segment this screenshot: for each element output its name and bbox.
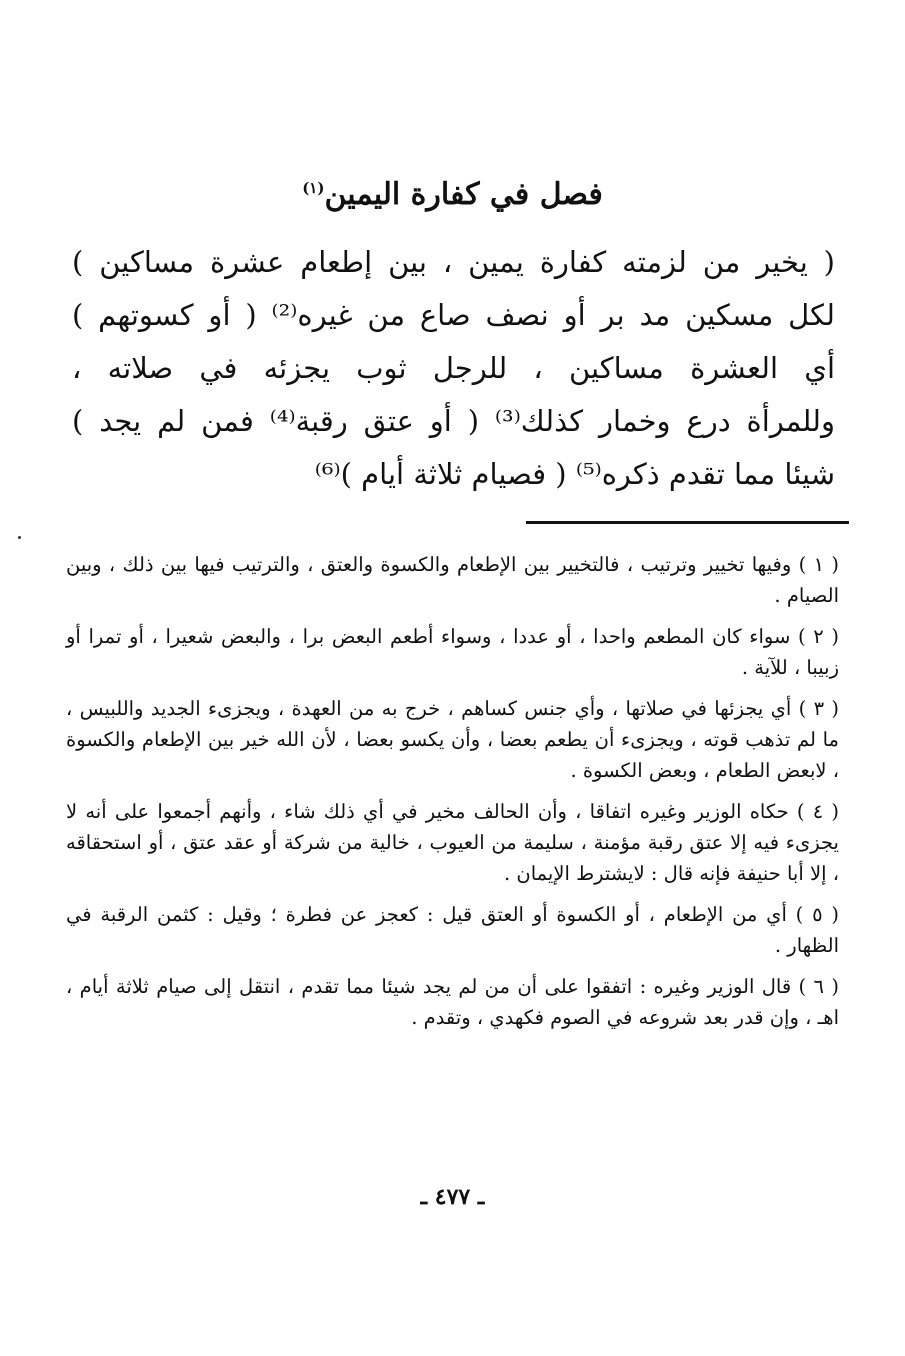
section-title-note-ref: (١) bbox=[302, 179, 325, 197]
footnote-4: ( ٤ ) حكاه الوزير وغيره اتفاقا ، وأن الحالف مخير في أي ذلك شاء ، وأنهم أجمعوا على أنه لا يجزىء فيه إلا عتق رقبة مؤمنة ، سليمة من العيوب ، خالية من شركة أو عقد عتق ، أو استحقاقه ، إلا أبا حنيفة فإنه قال : لايشترط الإيمان . bbox=[66, 800, 839, 885]
main-text-line: ( يخير من لزمته كفارة يمين ، بين إطعام عشرة مساكين ) bbox=[72, 245, 835, 279]
footnote-5: ( ٥ ) أي من الإطعام ، أو الكسوة أو العتق قيل : كعجز عن فطرة ؛ وقيل : كثمن الرقبة في الظهار . bbox=[66, 903, 839, 957]
main-text-line: شيئا مما تقدم ذكره⁽⁵⁾ ( فصيام ثلاثة أيام )⁽⁶⁾ bbox=[314, 457, 835, 491]
footnotes-section bbox=[66, 549, 839, 1043]
footnote-3: ( ٣ ) أي يجزئها في صلاتها ، وأي جنس كساهم ، خرج به من العهدة ، ويجزىء الجديد واللبيس ، ما لم تذهب قوته ، ويجزىء أن يطعم بعضا ، وأن يكسو بعضا ، لأن الله خير بين الإطعام والكسوة ، لابعض الطعام ، وبعض الكسوة . bbox=[66, 697, 840, 782]
main-text-line: أي العشرة مساكين ، للرجل ثوب يجزئه في صلاته ، bbox=[72, 351, 835, 385]
main-text-line: وللمرأة درع وخمار كذلك⁽³⁾ ( أو عتق رقبة⁽⁴⁾ فمن لم يجد ) bbox=[72, 404, 835, 438]
scan-speck bbox=[18, 536, 21, 539]
footnote-2: ( ٢ ) سواء كان المطعم واحدا ، أو عددا ، وسواء أطعم البعض برا ، والبعض شعيرا ، أو تمرا أو زبيبا ، للآية . bbox=[66, 625, 839, 679]
footnote-divider bbox=[526, 521, 849, 524]
main-text-block bbox=[72, 236, 835, 501]
footnote-6: ( ٦ ) قال الوزير وغيره : اتفقوا على أن من لم يجد شيئا مما تقدم ، انتقل إلى صيام ثلاثة أيام ، اهـ ، وإن قدر بعد شروعه في الصوم فكهدي ، وتقدم . bbox=[66, 975, 839, 1029]
page-number: ـ ٤٧٧ ـ bbox=[420, 1184, 485, 1210]
section-title bbox=[0, 166, 905, 217]
main-text-line: لكل مسكين مد بر أو نصف صاع من غيره⁽²⁾ ( أو كسوتهم ) bbox=[72, 298, 835, 332]
footnote-1: ( ١ ) وفيها تخيير وترتيب ، فالتخيير بين الإطعام والكسوة والعتق ، والترتيب فيها بين ذلك ، وبين الصيام . bbox=[66, 553, 839, 607]
section-title-text: فصل في كفارة اليمين bbox=[324, 177, 603, 212]
